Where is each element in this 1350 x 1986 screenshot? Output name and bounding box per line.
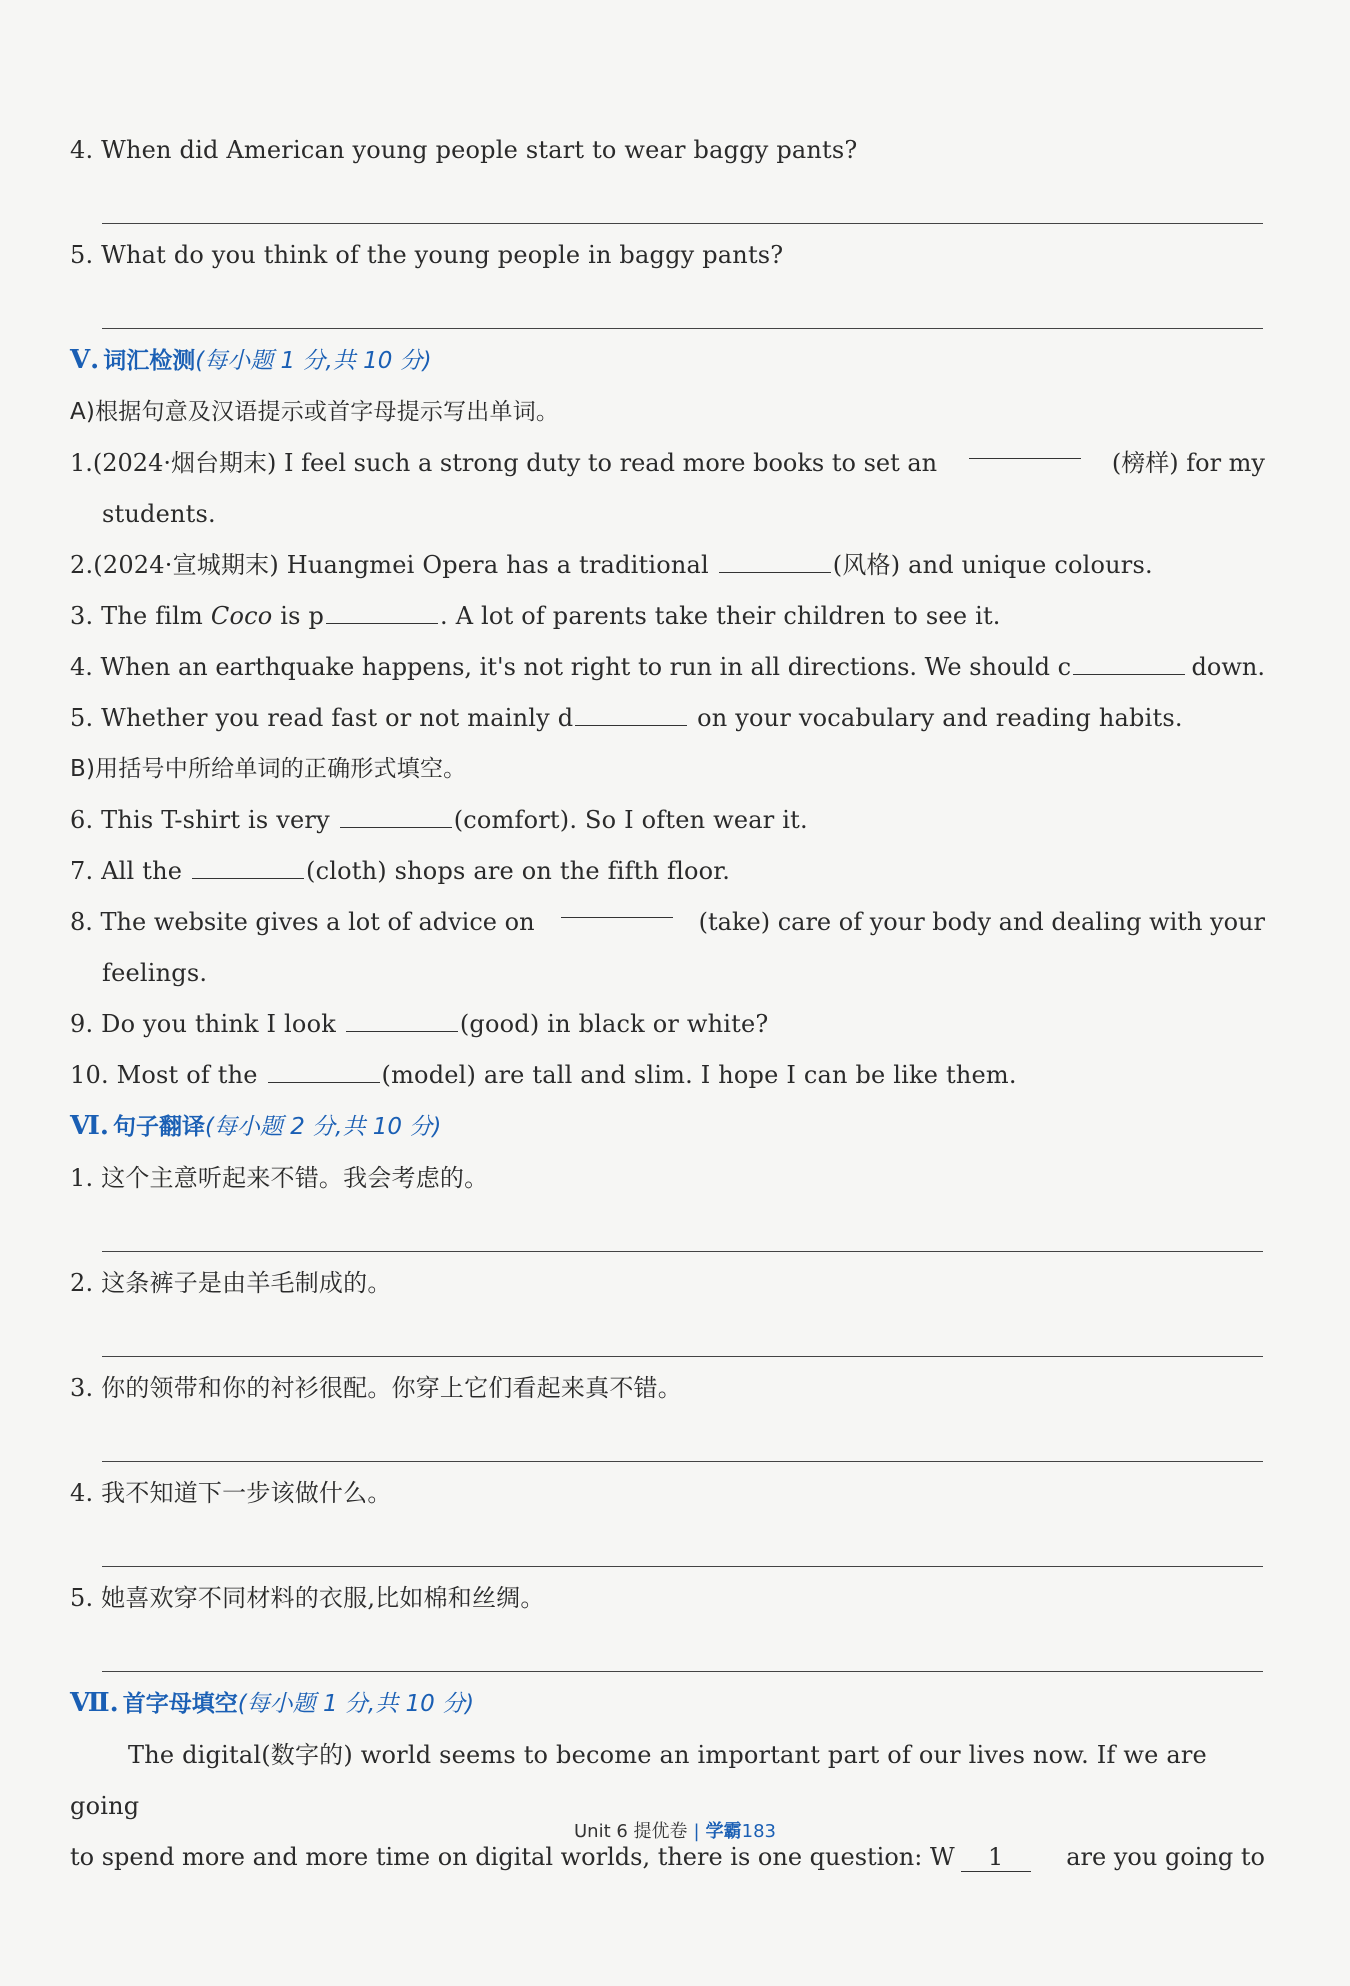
- vocab-question-9: [70, 999, 1265, 1050]
- footer-brand: 学霸: [705, 1821, 742, 1842]
- page-footer: [0, 1817, 1350, 1843]
- translation-item-4: 4. 我不知道下一步该做什么。: [70, 1479, 392, 1507]
- section-score: (每小题 1 分,共 10 分): [195, 348, 432, 374]
- q8-rest: (take) care of your body and dealing with your: [698, 908, 1265, 936]
- section-roman: Ⅴ.: [70, 345, 100, 375]
- q5-text: 5. Whether you read fast or not mainly d: [70, 704, 574, 732]
- vocab-question-8: [70, 897, 1265, 948]
- vocab-question-10: [70, 1050, 1265, 1101]
- q9-rest: (good) in black or white?: [459, 1010, 769, 1038]
- q10-blank[interactable]: [268, 1062, 380, 1083]
- answer-line[interactable]: [102, 176, 1263, 224]
- q2-hint: (风格) and unique colours.: [832, 551, 1153, 579]
- q8-continued: feelings.: [102, 959, 208, 987]
- section-6-heading: [70, 1101, 1265, 1153]
- part-a-instruction: A)根据句意及汉语提示或首字母提示写出单词。: [70, 399, 560, 425]
- footer-separator: |: [693, 1821, 700, 1842]
- answer-line[interactable]: [102, 1204, 1263, 1252]
- q9-blank[interactable]: [346, 1011, 458, 1032]
- q5-blank[interactable]: [575, 705, 687, 726]
- translation-item-2: 2. 这条裤子是由羊毛制成的。: [70, 1269, 392, 1297]
- section-score: (每小题 2 分,共 10 分): [204, 1114, 442, 1140]
- q6-blank[interactable]: [340, 807, 452, 828]
- q3-rest: . A lot of parents take their children to see it.: [440, 602, 1001, 630]
- q4-left: [70, 642, 1187, 693]
- q1-hint: (榜样) for my: [1111, 449, 1265, 477]
- q3-initial: is p: [280, 602, 325, 630]
- part-b-instruction: B)用括号中所给单词的正确形式填空。: [70, 756, 467, 782]
- translation-item-5: 5. 她喜欢穿不同材料的衣服,比如棉和丝绸。: [70, 1584, 545, 1612]
- worksheet-content: [70, 125, 1265, 1883]
- q7-text: 7. All the: [70, 857, 183, 885]
- q2-blank[interactable]: [719, 552, 831, 573]
- vocab-question-5: [70, 693, 1265, 744]
- section-title: 首字母填空: [122, 1691, 238, 1717]
- footer-unit: Unit 6 提优卷: [574, 1821, 688, 1842]
- vocab-question-1: [70, 438, 1265, 489]
- vocab-question-4: [70, 642, 1265, 693]
- q6-rest: (comfort). So I often wear it.: [453, 806, 808, 834]
- q10-rest: (model) are tall and slim. I hope I can be like them.: [381, 1061, 1017, 1089]
- q4-rest: down.: [1191, 653, 1265, 681]
- q4-text: 4. When an earthquake happens, it's not right to run in all directions. We should c: [70, 653, 1072, 681]
- section-5-heading: [70, 335, 1265, 387]
- cloze-paragraph-line-1: The digital(数字的) world seems to become an important part of our lives now. If we are going: [70, 1741, 1207, 1820]
- vocab-question-3: [70, 591, 1265, 642]
- translation-item-3: 3. 你的领带和你的衬衫很配。你穿上它们看起来真不错。: [70, 1374, 682, 1402]
- section-roman: Ⅶ.: [70, 1688, 119, 1718]
- q6-text: 6. This T-shirt is very: [70, 806, 330, 834]
- question-4: 4. When did American young people start to wear baggy pants?: [70, 136, 858, 164]
- answer-line[interactable]: [102, 1309, 1263, 1357]
- q2-text: 2.(2024·宣城期末) Huangmei Opera has a traditional: [70, 551, 709, 579]
- section-title: 句子翻译: [112, 1114, 205, 1140]
- answer-line[interactable]: [102, 1519, 1263, 1567]
- vocab-question-2: [70, 540, 1265, 591]
- answer-line[interactable]: [102, 1624, 1263, 1672]
- q1-text: 1.(2024·烟台期末) I feel such a strong duty to read more books to set an: [70, 449, 938, 477]
- q3-blank[interactable]: [326, 603, 438, 624]
- cloze-text-rest: are you going to: [1066, 1843, 1265, 1871]
- q5-rest: on your vocabulary and reading habits.: [697, 704, 1183, 732]
- translation-item-1: 1. 这个主意听起来不错。我会考虑的。: [70, 1164, 489, 1192]
- answer-line[interactable]: [102, 1414, 1263, 1462]
- q3-film-title: Coco: [210, 602, 273, 630]
- q7-rest: (cloth) shops are on the fifth floor.: [306, 857, 731, 885]
- q9-text: 9. Do you think I look: [70, 1010, 336, 1038]
- cloze-blank-1[interactable]: 1: [961, 1843, 1031, 1872]
- q4-blank[interactable]: [1073, 654, 1185, 675]
- question-5: 5. What do you think of the young people in baggy pants?: [70, 241, 784, 269]
- q8-blank[interactable]: [561, 897, 673, 918]
- q3-text: 3. The film: [70, 602, 204, 630]
- vocab-question-7: [70, 846, 1265, 897]
- section-score: (每小题 1 分,共 10 分): [237, 1691, 475, 1717]
- q1-blank[interactable]: [969, 438, 1081, 459]
- q7-blank[interactable]: [192, 858, 304, 879]
- q8-text: 8. The website gives a lot of advice on: [70, 908, 535, 936]
- section-title: 词汇检测: [103, 348, 196, 374]
- section-roman: Ⅵ.: [70, 1111, 109, 1141]
- page-number: 183: [741, 1821, 776, 1842]
- section-7-heading: [70, 1678, 1265, 1730]
- answer-line[interactable]: [102, 281, 1263, 329]
- q10-text: 10. Most of the: [70, 1061, 258, 1089]
- cloze-text: to spend more and more time on digital worlds, there is one question: W: [70, 1843, 955, 1871]
- vocab-question-6: [70, 795, 1265, 846]
- q1-continued: students.: [102, 500, 216, 528]
